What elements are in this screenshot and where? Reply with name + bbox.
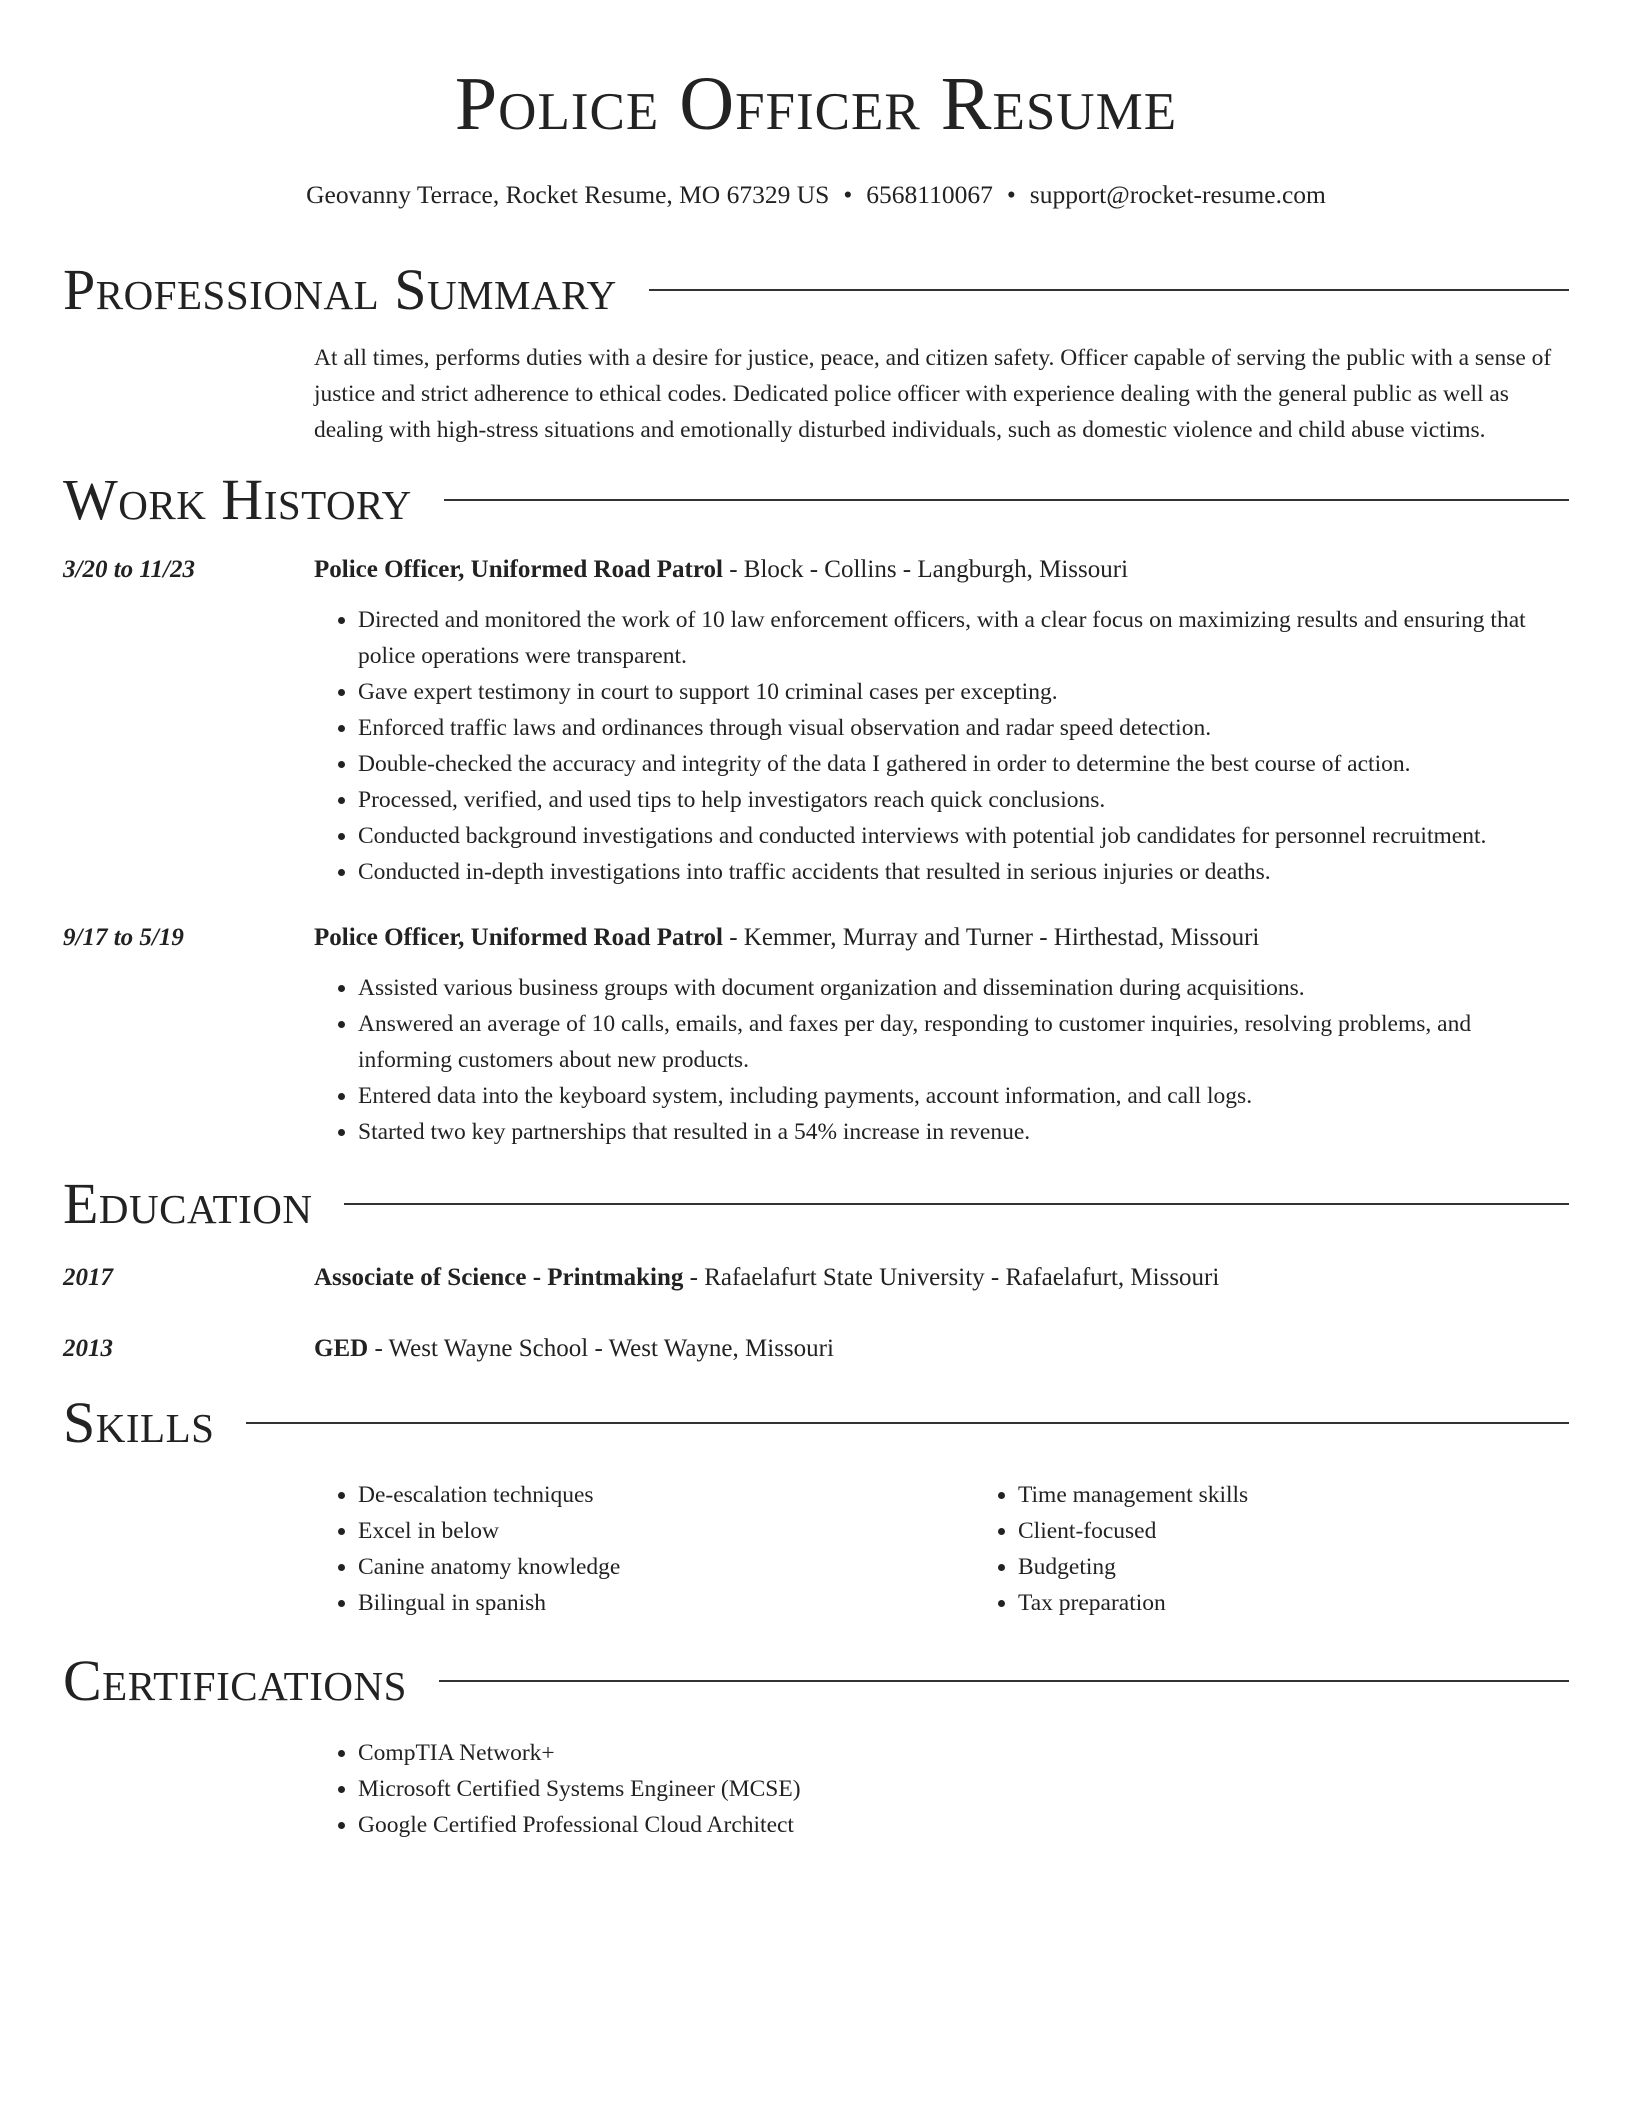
skill-item: • Canine anatomy knowledge (358, 1549, 974, 1585)
job-bullet: • Double-checked the accuracy and integrity of the data I gathered in order to determine the best course of action. (358, 746, 1569, 782)
contact-separator: • (843, 180, 853, 209)
education-degree: GED (314, 1335, 369, 1362)
section-divider (246, 1422, 1569, 1424)
education-section-header (63, 1171, 1569, 1236)
job-details: - Kemmer, Murray and Turner - Hirthestad, Missouri (722, 924, 1260, 951)
job-bullet: • Assisted various business groups with document organization and dissemination during acquisitions. (358, 970, 1569, 1006)
job-bullet: • Conducted in-depth investigations into traffic accidents that resulted in serious injuries or deaths. (358, 854, 1569, 890)
certifications-list-wrap (314, 1735, 1569, 1843)
certifications-section-header (63, 1648, 1569, 1713)
job-title-line (314, 920, 1569, 956)
work-section-header (63, 467, 1569, 532)
job-role: Police Officer, Uniformed Road Patrol (314, 556, 723, 583)
skill-item: • Tax preparation (1018, 1585, 1632, 1621)
skill-item: • Bilingual in spanish (358, 1585, 974, 1621)
contact-email: support@rocket-resume.com (1029, 180, 1326, 209)
job-role: Police Officer, Uniformed Road Patrol (314, 924, 723, 951)
skills-left-list (314, 1477, 974, 1621)
contact-address: Geovanny Terrace, Rocket Resume, MO 67329 US (306, 180, 830, 209)
section-divider (444, 499, 1569, 501)
education-date: 2017 (63, 1264, 113, 1291)
education-degree: Associate of Science - Printmaking (314, 1264, 684, 1291)
job-bullet: • Processed, verified, and used tips to help investigators reach quick conclusions. (358, 782, 1569, 818)
section-divider (649, 289, 1569, 291)
education-body (314, 1260, 1569, 1296)
certification-item: • Microsoft Certified Systems Engineer (MCSE) (358, 1771, 1569, 1807)
summary-section-header (63, 257, 1569, 322)
job-bullet: • Directed and monitored the work of 10 law enforcement officers, with a clear focus on maximizing results and ensuring that police operations were transparent. (358, 602, 1569, 674)
education-details: - West Wayne School - West Wayne, Missouri (368, 1335, 834, 1362)
certifications-list (314, 1735, 1569, 1843)
skill-item: • Time management skills (1018, 1477, 1632, 1513)
summary-text: At all times, performs duties with a desire for justice, peace, and citizen safety. Officer capable of serving the public with a sense of justice and strict adherence to ethical codes. Dedicated police officer with experience dealing with the general public as well as dealing with high-stress situations and emotionally disturbed individuals, such as domestic violence and child abuse victims. (314, 345, 1552, 443)
job-bullet: • Gave expert testimony in court to support 10 criminal cases per excepting. (358, 674, 1569, 710)
contact-phone: 6568110067 (866, 180, 993, 209)
education-entry (63, 1260, 1569, 1296)
certification-item: • CompTIA Network+ (358, 1735, 1569, 1771)
skills-right-list (974, 1477, 1632, 1621)
skills-grid (314, 1477, 1569, 1621)
job-body (314, 552, 1569, 890)
skill-item: • Excel in below (358, 1513, 974, 1549)
job-bullets (314, 602, 1569, 890)
skills-heading: Skills (63, 1390, 215, 1455)
skill-item: • De-escalation techniques (358, 1477, 974, 1513)
job-bullet: • Conducted background investigations and conducted interviews with potential job candidates for personnel recruitment. (358, 818, 1569, 854)
job-bullet: • Entered data into the keyboard system, including payments, account information, and call logs. (358, 1078, 1569, 1114)
resume-title: Police Officer Resume (454, 62, 1178, 146)
contact-line (63, 178, 1569, 212)
section-divider (439, 1680, 1569, 1682)
education-details: - Rafaelafurt State University - Rafaelafurt, Missouri (683, 1264, 1220, 1291)
job-entry (63, 552, 1569, 890)
job-bullet: • Enforced traffic laws and ordinances through visual observation and radar speed detection. (358, 710, 1569, 746)
certifications-heading: Certifications (63, 1648, 407, 1713)
summary-heading: Professional Summary (63, 257, 617, 322)
job-details: - Block - Collins - Langburgh, Missouri (722, 556, 1129, 583)
contact-separator: • (1006, 180, 1016, 209)
education-heading: Education (63, 1171, 313, 1236)
job-entry (63, 920, 1569, 1150)
education-date: 2013 (63, 1335, 113, 1362)
job-date: 9/17 to 5/19 (63, 924, 184, 951)
skill-item: • Client-focused (1018, 1513, 1632, 1549)
certification-item: • Google Certified Professional Cloud Architect (358, 1807, 1569, 1843)
education-entry (63, 1331, 1569, 1367)
education-body (314, 1331, 1569, 1367)
work-heading: Work History (63, 467, 412, 532)
job-bullet: • Started two key partnerships that resulted in a 54% increase in revenue. (358, 1114, 1569, 1150)
job-body (314, 920, 1569, 1150)
skill-item: • Budgeting (1018, 1549, 1632, 1585)
job-title-line (314, 552, 1569, 588)
skills-section-header (63, 1390, 1569, 1455)
job-bullet: • Answered an average of 10 calls, emails, and faxes per day, responding to customer inquiries, resolving problems, and informing customers about new products. (358, 1006, 1569, 1078)
section-divider (344, 1203, 1569, 1205)
job-bullets (314, 970, 1569, 1150)
job-date: 3/20 to 11/23 (63, 556, 195, 583)
